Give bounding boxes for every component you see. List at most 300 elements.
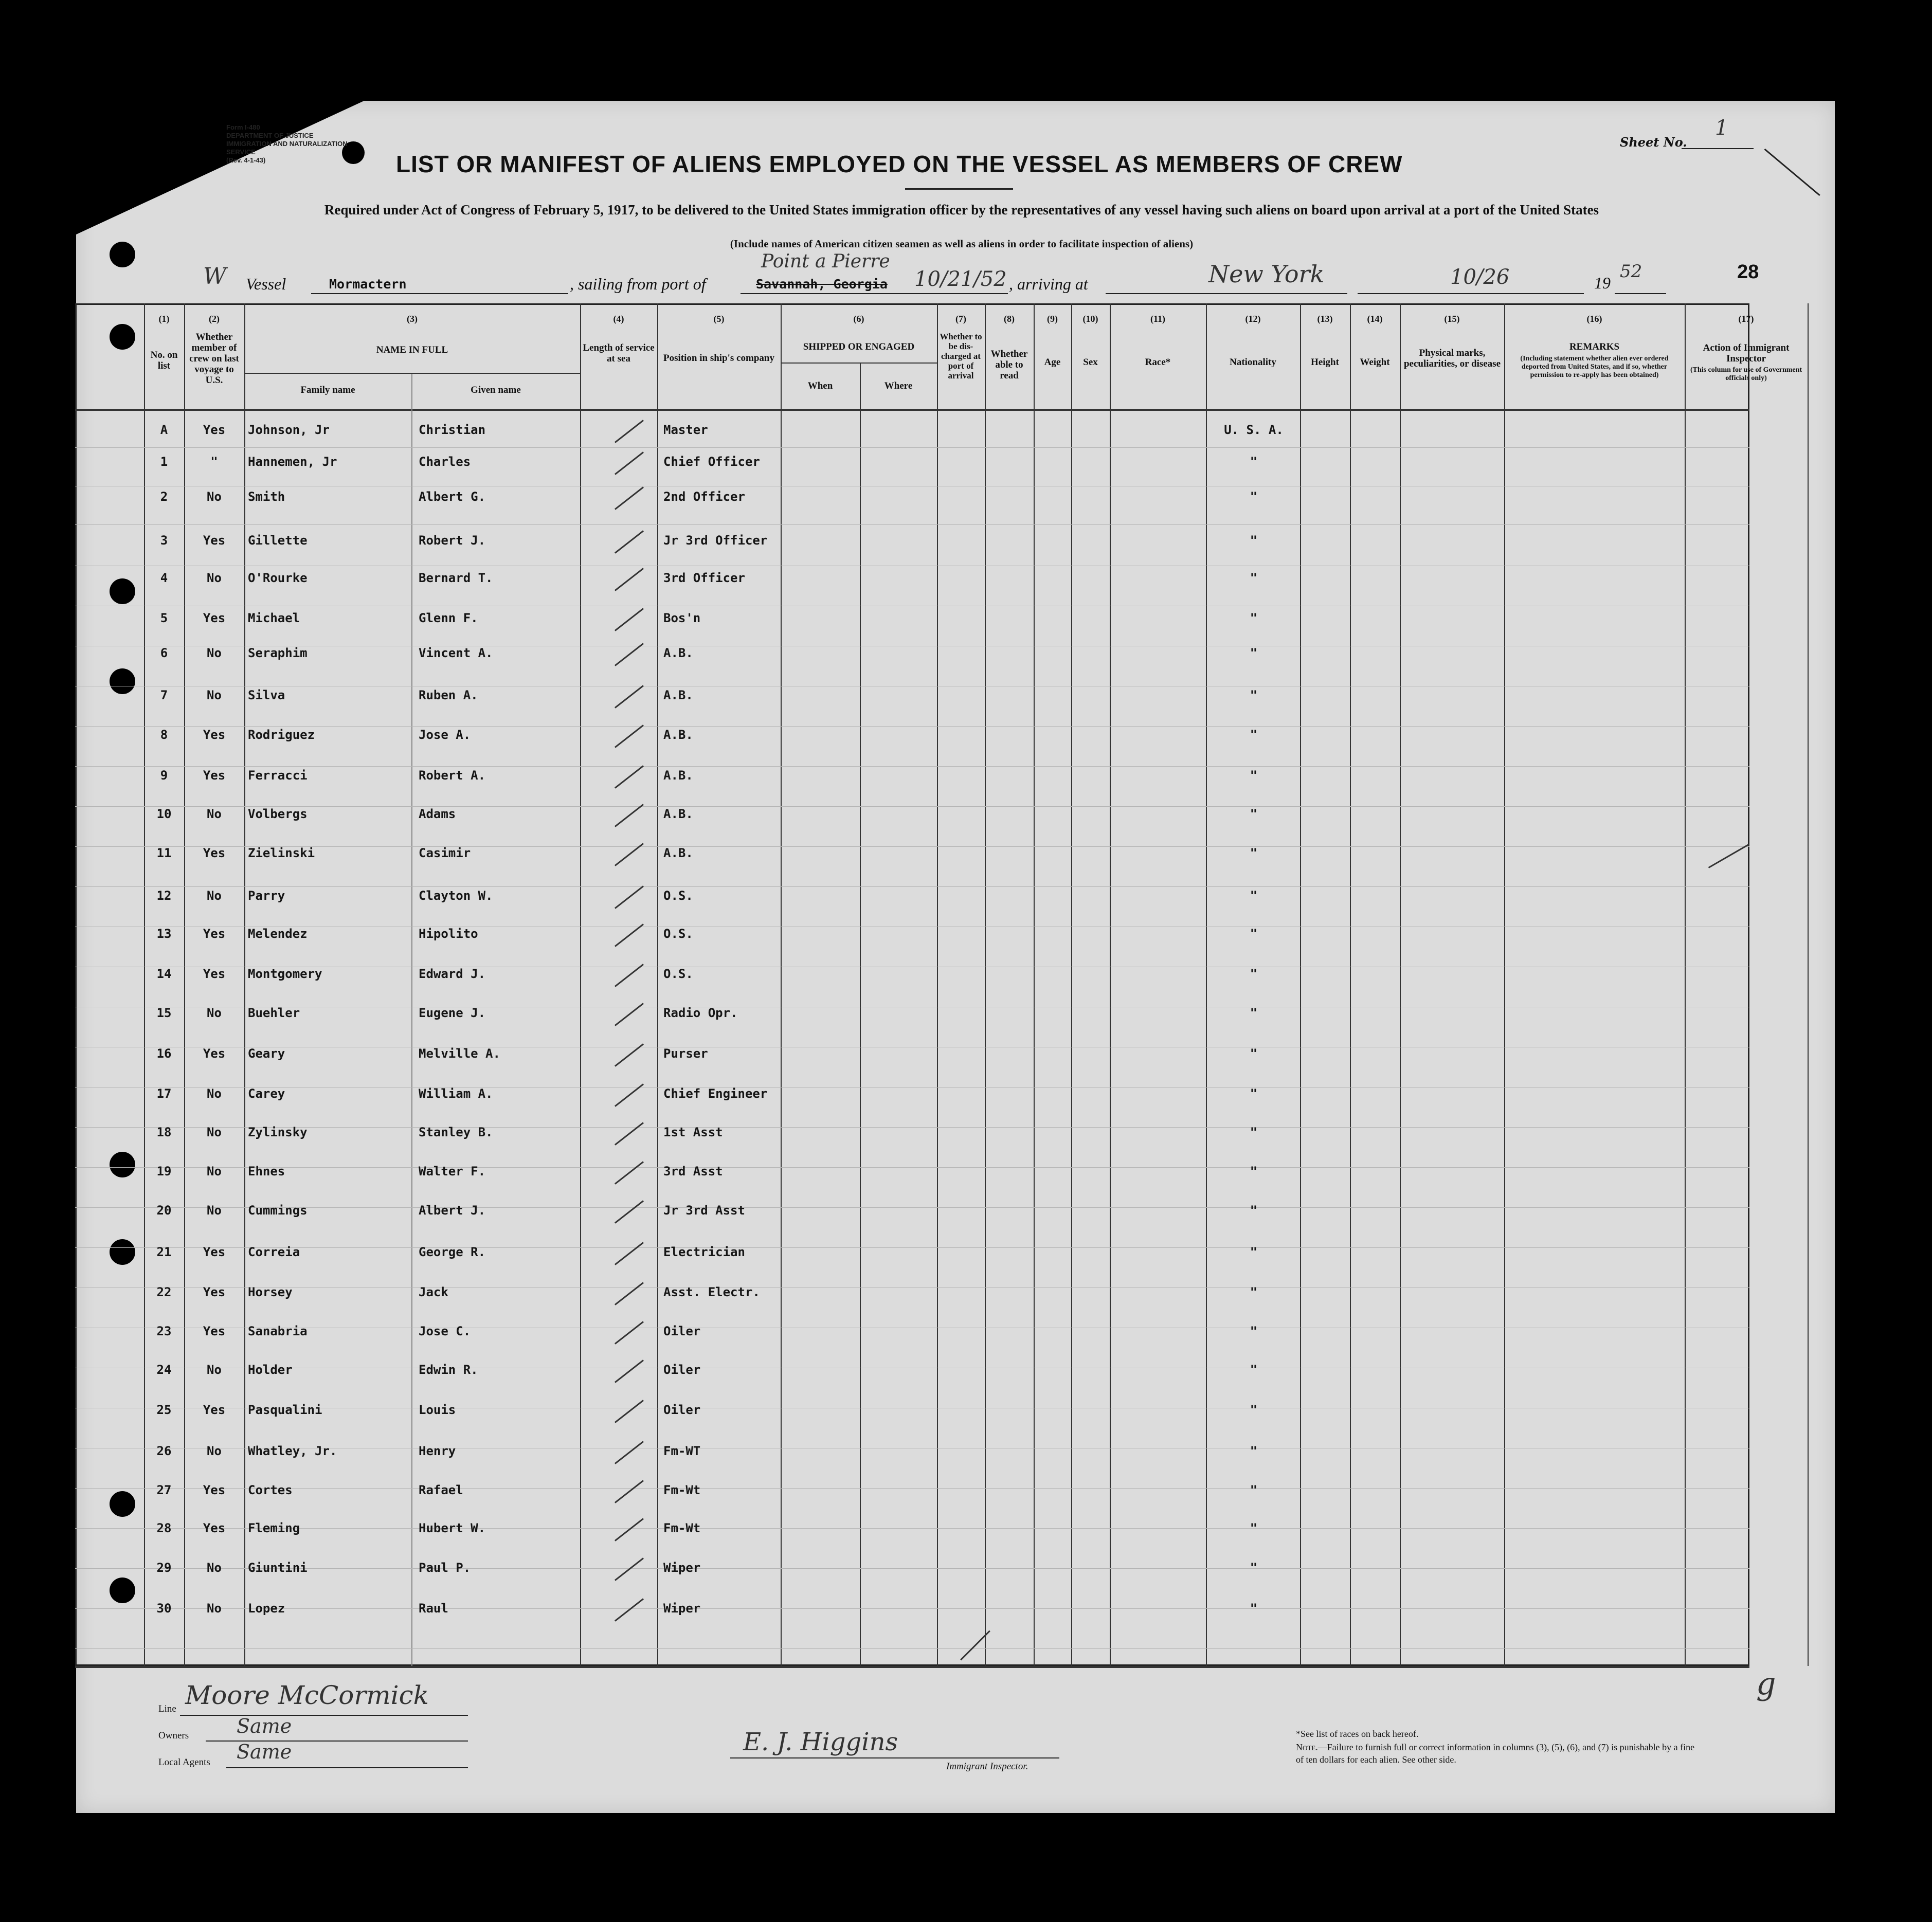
cell-family: Seraphim	[248, 646, 308, 660]
cell-last: No	[207, 1444, 222, 1458]
cell-nationality: "	[1250, 728, 1258, 742]
cell-position: Wiper	[663, 1601, 701, 1616]
cell-nationality: "	[1250, 455, 1258, 469]
cell-family: Volbergs	[248, 807, 308, 821]
cell-position: A.B.	[663, 846, 693, 860]
cell-no: 2	[160, 489, 168, 504]
cell-no: 11	[156, 846, 172, 860]
col-line	[1110, 303, 1111, 1666]
cell-last: No	[207, 646, 222, 660]
cell-position: Electrician	[663, 1245, 745, 1259]
requirement-text: Required under Act of Congress of February 5, 1917, to be delivered to the United States immigration officer by the representatives of any vessel having such aliens on board upon arrival at a port of the United States	[324, 202, 1599, 217]
header-family-name: Family name	[300, 385, 355, 395]
header-remarks-detail: (Including statement whether alien ever ordered deported from United States, and if so, whether permission to re-apply has been obtained)	[1520, 355, 1669, 379]
ruled-line	[75, 1488, 1749, 1489]
cell-family: Ehnes	[248, 1164, 285, 1178]
header-where: Where	[884, 380, 913, 391]
page-number: 28	[1737, 261, 1759, 283]
cell-position: A.B.	[663, 646, 693, 660]
cell-given: Henry	[419, 1444, 456, 1458]
cell-no: 16	[156, 1046, 172, 1061]
cell-given: Walter F.	[419, 1164, 486, 1178]
col-number: (5)	[713, 314, 725, 324]
cell-position: Oiler	[663, 1403, 701, 1417]
cell-last: Yes	[203, 846, 226, 860]
cell-family: Silva	[248, 688, 285, 702]
port-handwritten: Point a Pierre	[761, 251, 890, 272]
cell-position: Chief Officer	[663, 455, 760, 469]
cell-last: No	[207, 1164, 222, 1178]
col-number: (16)	[1586, 314, 1602, 324]
cell-family: Gillette	[248, 533, 308, 548]
cell-no: 24	[156, 1363, 172, 1377]
ruled-line	[75, 846, 1749, 847]
title-underline	[905, 188, 1013, 190]
cell-family: Hannemen, Jr	[248, 455, 337, 469]
cell-family: Fleming	[248, 1521, 300, 1535]
col-line	[985, 303, 986, 1666]
cell-position: Fm-Wt	[663, 1521, 701, 1535]
cell-no: 14	[156, 967, 172, 981]
ruled-line	[75, 1608, 1749, 1609]
vessel-label: Vessel	[246, 275, 286, 293]
cell-no: 10	[156, 807, 172, 821]
col-number: (13)	[1317, 314, 1333, 324]
cell-last: Yes	[203, 1046, 226, 1061]
note-text: —Failure to furnish full or correct information in columns (3), (5), (6), and (7) is punishable by a fine of ten dollars for each alien. See other side.	[1296, 1742, 1695, 1765]
cell-no: 26	[156, 1444, 172, 1458]
col-number: (14)	[1367, 314, 1383, 324]
col-number: (11)	[1150, 314, 1165, 324]
header-position: Position in ship's company	[663, 353, 774, 364]
header-when: When	[807, 380, 833, 391]
cell-last: No	[207, 1006, 222, 1020]
cell-family: Geary	[248, 1046, 285, 1061]
cell-position: 1st Asst	[663, 1125, 723, 1139]
col-line	[781, 303, 782, 1666]
cell-position: O.S.	[663, 889, 693, 903]
cell-given: Charles	[419, 455, 471, 469]
cell-last: No	[207, 688, 222, 702]
cell-position: A.B.	[663, 768, 693, 783]
col-number: (2)	[209, 314, 220, 324]
cell-position: 3rd Asst	[663, 1164, 723, 1178]
cell-no: 19	[156, 1164, 172, 1178]
cell-family: Carey	[248, 1086, 285, 1101]
cell-position: Bos'n	[663, 611, 701, 625]
cell-position: 2nd Officer	[663, 489, 745, 504]
header-nationality: Nationality	[1230, 357, 1276, 368]
cell-last: Yes	[203, 967, 226, 981]
cell-no: 13	[156, 927, 172, 941]
cell-nationality: "	[1250, 1125, 1258, 1139]
cell-nationality: "	[1250, 489, 1258, 504]
ruled-line	[75, 1648, 1749, 1649]
ruled-line	[75, 1528, 1749, 1529]
cell-given: Clayton W.	[419, 889, 493, 903]
cell-family: Buehler	[248, 1006, 300, 1020]
header-age: Age	[1044, 357, 1061, 368]
col-number: (12)	[1245, 314, 1261, 324]
cell-no: 22	[156, 1285, 172, 1299]
cell-last: No	[207, 1125, 222, 1139]
cell-given: Bernard T.	[419, 571, 493, 585]
cell-nationality: "	[1250, 1561, 1258, 1575]
ruled-line	[75, 1247, 1749, 1248]
cell-position: Oiler	[663, 1324, 701, 1338]
cell-position: Purser	[663, 1046, 708, 1061]
cell-no: 20	[156, 1203, 172, 1218]
header-last-voyage: Whether member of crew on last voyage to U.S.	[189, 332, 239, 386]
col-number: (8)	[1004, 314, 1015, 324]
cell-given: Ruben A.	[419, 688, 478, 702]
ruled-line	[75, 806, 1749, 807]
owners-value: Same	[237, 1715, 292, 1737]
col-line	[411, 373, 412, 1666]
cell-last: Yes	[203, 533, 226, 548]
cell-position: Asst. Electr.	[663, 1285, 760, 1299]
cell-given: Robert A.	[419, 768, 486, 783]
col-line	[1034, 303, 1035, 1666]
arriving-underline	[1106, 293, 1347, 294]
port-underline	[741, 293, 1008, 294]
cell-position: Chief Engineer	[663, 1086, 768, 1101]
cell-last: No	[207, 489, 222, 504]
cell-nationality: "	[1250, 1164, 1258, 1178]
header-race: Race*	[1145, 357, 1171, 368]
cell-no: 8	[160, 728, 168, 742]
col-line	[184, 303, 185, 1666]
header-weight: Weight	[1360, 357, 1390, 368]
cell-given: Albert G.	[419, 489, 486, 504]
cell-position: A.B.	[663, 807, 693, 821]
cell-last: No	[207, 1363, 222, 1377]
cell-last: Yes	[203, 768, 226, 783]
vessel-underline	[311, 293, 568, 294]
arriving-label: , arriving at	[1009, 275, 1088, 293]
cell-family: Horsey	[248, 1285, 293, 1299]
cell-nationality: "	[1250, 768, 1258, 783]
cell-nationality: "	[1250, 571, 1258, 585]
col-line	[1504, 303, 1505, 1666]
cell-last: Yes	[203, 1483, 226, 1497]
cell-last: Yes	[203, 1521, 226, 1535]
cell-position: Jr 3rd Asst	[663, 1203, 745, 1218]
cell-nationality: "	[1250, 889, 1258, 903]
col-line	[1350, 303, 1351, 1666]
header-length-of-service: Length of service at sea	[583, 342, 655, 364]
cell-last: Yes	[203, 1245, 226, 1259]
col-line	[244, 303, 245, 1666]
sailing-label: , sailing from port of	[570, 275, 706, 293]
cell-nationality: "	[1250, 1086, 1258, 1101]
col-line	[1808, 303, 1809, 1666]
cell-last: No	[207, 1203, 222, 1218]
cell-given: Stanley B.	[419, 1125, 493, 1139]
cell-family: Cortes	[248, 1483, 293, 1497]
cell-no: 21	[156, 1245, 172, 1259]
header-sex: Sex	[1083, 357, 1098, 368]
cell-nationality: "	[1250, 533, 1258, 548]
cell-last: No	[207, 1601, 222, 1616]
col-line	[860, 362, 861, 1666]
col-line	[937, 303, 938, 1666]
col-line	[1071, 303, 1072, 1666]
col-number: (7)	[955, 314, 966, 324]
note-prefix: Note.	[1296, 1742, 1318, 1752]
ruled-line	[75, 726, 1749, 727]
cell-position: Fm-Wt	[663, 1483, 701, 1497]
cell-given: Casimir	[419, 846, 471, 860]
cell-given: Hubert W.	[419, 1521, 486, 1535]
header-action-inspector: Action of Immigrant Inspector	[1703, 342, 1790, 364]
cell-family: Whatley, Jr.	[248, 1444, 337, 1458]
cell-given: Rafael	[419, 1483, 463, 1497]
cell-given: Adams	[419, 807, 456, 821]
cell-family: Ferracci	[248, 768, 308, 783]
col-number: (9)	[1047, 314, 1058, 324]
ruled-line	[75, 766, 1749, 767]
cell-nationality: "	[1250, 1245, 1258, 1259]
corner-mark: g	[1756, 1666, 1776, 1702]
cell-family: O'Rourke	[248, 571, 308, 585]
arriving-port: New York	[1208, 260, 1325, 288]
manifest-table	[75, 303, 1749, 1666]
header-shipped-engaged: SHIPPED OR ENGAGED	[803, 341, 915, 352]
cell-family: Holder	[248, 1363, 293, 1377]
cell-given: Louis	[419, 1403, 456, 1417]
sheet-underline	[1682, 148, 1754, 149]
page-title: LIST OR MANIFEST OF ALIENS EMPLOYED ON THE VESSEL AS MEMBERS OF CREW	[396, 151, 1403, 177]
cell-last: "	[210, 455, 218, 469]
cell-family: Michael	[248, 611, 300, 625]
header-able-to-read: Whether able to read	[990, 349, 1028, 381]
col-number: (10)	[1082, 314, 1098, 324]
ruled-line	[75, 1207, 1749, 1208]
cell-family: Montgomery	[248, 967, 322, 981]
cell-last: No	[207, 1561, 222, 1575]
cell-no: A	[160, 423, 168, 437]
cell-nationality: "	[1250, 1203, 1258, 1218]
cell-family: Melendez	[248, 927, 308, 941]
cell-family: Johnson, Jr	[248, 423, 330, 437]
cell-family: Lopez	[248, 1601, 285, 1616]
arrival-date: 10/26	[1450, 265, 1510, 289]
cell-position: Wiper	[663, 1561, 701, 1575]
col-number: (4)	[613, 314, 624, 324]
fine-note	[1296, 1741, 1697, 1766]
cell-last: Yes	[203, 1324, 226, 1338]
cell-family: Pasqualini	[248, 1403, 322, 1417]
cell-family: Parry	[248, 889, 285, 903]
cell-nationality: "	[1250, 646, 1258, 660]
ruled-line	[75, 1167, 1749, 1168]
ruled-line	[75, 886, 1749, 887]
agents-underline	[226, 1767, 468, 1768]
cell-no: 18	[156, 1125, 172, 1139]
cell-family: Cummings	[248, 1203, 308, 1218]
cell-family: Correia	[248, 1245, 300, 1259]
cell-nationality: "	[1250, 1521, 1258, 1535]
col-line	[657, 303, 658, 1666]
header-divider	[75, 409, 1749, 411]
cell-no: 28	[156, 1521, 172, 1535]
cell-position: O.S.	[663, 967, 693, 981]
col-line	[1400, 303, 1401, 1666]
header-discharged: Whether to be dis-charged at port of arrival	[940, 332, 982, 380]
cell-given: Albert J.	[419, 1203, 486, 1218]
cell-nationality: "	[1250, 1046, 1258, 1061]
cell-last: Yes	[203, 1403, 226, 1417]
cell-last: Yes	[203, 1285, 226, 1299]
ruled-line	[75, 1127, 1749, 1128]
cell-no: 23	[156, 1324, 172, 1338]
cell-given: Christian	[419, 423, 486, 437]
cell-family: Giuntini	[248, 1561, 308, 1575]
cell-given: Jose A.	[419, 728, 471, 742]
cell-position: Oiler	[663, 1363, 701, 1377]
cell-no: 12	[156, 889, 172, 903]
cell-given: Edwin R.	[419, 1363, 478, 1377]
vessel-name: Mormactern	[329, 277, 407, 292]
table-bottom	[75, 1666, 1749, 1668]
cell-given: Jack	[419, 1285, 448, 1299]
cell-nationality: "	[1250, 1403, 1258, 1417]
cell-nationality: "	[1250, 1324, 1258, 1338]
col-number: (3)	[407, 314, 418, 324]
races-note: *See list of races on back hereof.	[1296, 1729, 1419, 1739]
line-underline	[180, 1715, 468, 1716]
cell-given: Hipolito	[419, 927, 478, 941]
cell-nationality: "	[1250, 611, 1258, 625]
cell-nationality: "	[1250, 967, 1258, 981]
cell-last: No	[207, 807, 222, 821]
cell-last: No	[207, 571, 222, 585]
cell-no: 17	[156, 1086, 172, 1101]
cell-no: 3	[160, 533, 168, 548]
cell-given: Robert J.	[419, 533, 486, 548]
header-given-name: Given name	[471, 385, 521, 395]
port-struck: Savannah, Georgia	[756, 277, 888, 292]
ruled-line	[75, 524, 1749, 525]
year-prefix: 19	[1594, 274, 1611, 292]
cell-last: No	[207, 1086, 222, 1101]
cell-last: Yes	[203, 728, 226, 742]
cell-nationality: "	[1250, 1285, 1258, 1299]
ruled-line	[75, 447, 1749, 448]
cell-nationality: "	[1250, 927, 1258, 941]
sheet-label: Sheet No.	[1620, 135, 1687, 150]
owners-label: Owners	[158, 1730, 189, 1741]
cell-nationality: "	[1250, 1483, 1258, 1497]
form-number: Form I-480 DEPARTMENT OF JUSTICE IMMIGRATION AND NATURALIZATION SERVICE (Rev. 4-1-43)	[226, 123, 348, 164]
inspector-signature: E. J. Higgins	[743, 1728, 898, 1756]
cell-given: Paul P.	[419, 1561, 471, 1575]
col-number: (17)	[1738, 314, 1754, 324]
cell-no: 15	[156, 1006, 172, 1020]
cell-family: Zylinsky	[248, 1125, 308, 1139]
col-line	[580, 303, 581, 1666]
line-value: Moore McCormick	[185, 1680, 429, 1710]
cell-no: 5	[160, 611, 168, 625]
cell-position: O.S.	[663, 927, 693, 941]
cell-position: Radio Opr.	[663, 1006, 738, 1020]
cell-no: 27	[156, 1483, 172, 1497]
cell-position: A.B.	[663, 688, 693, 702]
col-line	[144, 303, 145, 1666]
col-line	[1685, 303, 1686, 1666]
cell-nationality: U. S. A.	[1224, 423, 1284, 437]
header-no-on-list: No. on list	[150, 350, 178, 371]
cell-given: George R.	[419, 1245, 486, 1259]
cell-no: 7	[160, 688, 168, 702]
inspector-label: Immigrant Inspector.	[946, 1761, 1028, 1772]
cell-nationality: "	[1250, 688, 1258, 702]
agents-label: Local Agents	[158, 1757, 210, 1768]
header-action-detail: (This column for use of Government officials only)	[1690, 366, 1802, 382]
cell-last: Yes	[203, 927, 226, 941]
year-underline	[1615, 293, 1666, 294]
include-note: (Include names of American citizen seamen as well as aliens in order to facilitate inspection of aliens)	[730, 238, 1194, 250]
vessel-prefix-mark: W	[203, 263, 227, 289]
col-line	[1300, 303, 1301, 1666]
cell-no: 25	[156, 1403, 172, 1417]
subheader-line	[244, 373, 580, 374]
cell-no: 6	[160, 646, 168, 660]
col-number: (6)	[853, 314, 864, 324]
col-number: (15)	[1444, 314, 1460, 324]
cell-no: 1	[160, 455, 168, 469]
subheader-line	[781, 362, 937, 364]
cell-position: 3rd Officer	[663, 571, 745, 585]
cell-no: 4	[160, 571, 168, 585]
cell-position: Master	[663, 423, 708, 437]
header-name-in-full: NAME IN FULL	[376, 344, 448, 355]
cell-last: No	[207, 889, 222, 903]
signature-underline	[730, 1757, 1059, 1758]
cell-family: Rodriguez	[248, 728, 315, 742]
header-remarks: REMARKS	[1569, 341, 1620, 352]
cell-no: 30	[156, 1601, 172, 1616]
date-underline	[1358, 293, 1584, 294]
cell-given: Eugene J.	[419, 1006, 486, 1020]
cell-position: Jr 3rd Officer	[663, 533, 768, 548]
cell-family: Sanabria	[248, 1324, 308, 1338]
cell-no: 29	[156, 1561, 172, 1575]
header-physical-marks: Physical marks, peculiarities, or disease	[1403, 348, 1501, 369]
cell-given: Jose C.	[419, 1324, 471, 1338]
cell-family: Zielinski	[248, 846, 315, 860]
sheet-number: 1	[1715, 116, 1728, 140]
cell-given: Raul	[419, 1601, 448, 1616]
cell-last: Yes	[203, 423, 226, 437]
cell-given: Vincent A.	[419, 646, 493, 660]
ruled-line	[75, 1568, 1749, 1569]
cell-given: Glenn F.	[419, 611, 478, 625]
cell-position: Fm-WT	[663, 1444, 701, 1458]
cell-given: Melville A.	[419, 1046, 500, 1061]
cell-last: Yes	[203, 611, 226, 625]
cell-nationality: "	[1250, 846, 1258, 860]
cell-nationality: "	[1250, 807, 1258, 821]
punch-hole	[110, 242, 135, 267]
cell-nationality: "	[1250, 1363, 1258, 1377]
agents-value: Same	[237, 1740, 292, 1763]
cell-position: A.B.	[663, 728, 693, 742]
col-number: (1)	[158, 314, 170, 324]
cell-nationality: "	[1250, 1601, 1258, 1616]
col-line	[1206, 303, 1207, 1666]
